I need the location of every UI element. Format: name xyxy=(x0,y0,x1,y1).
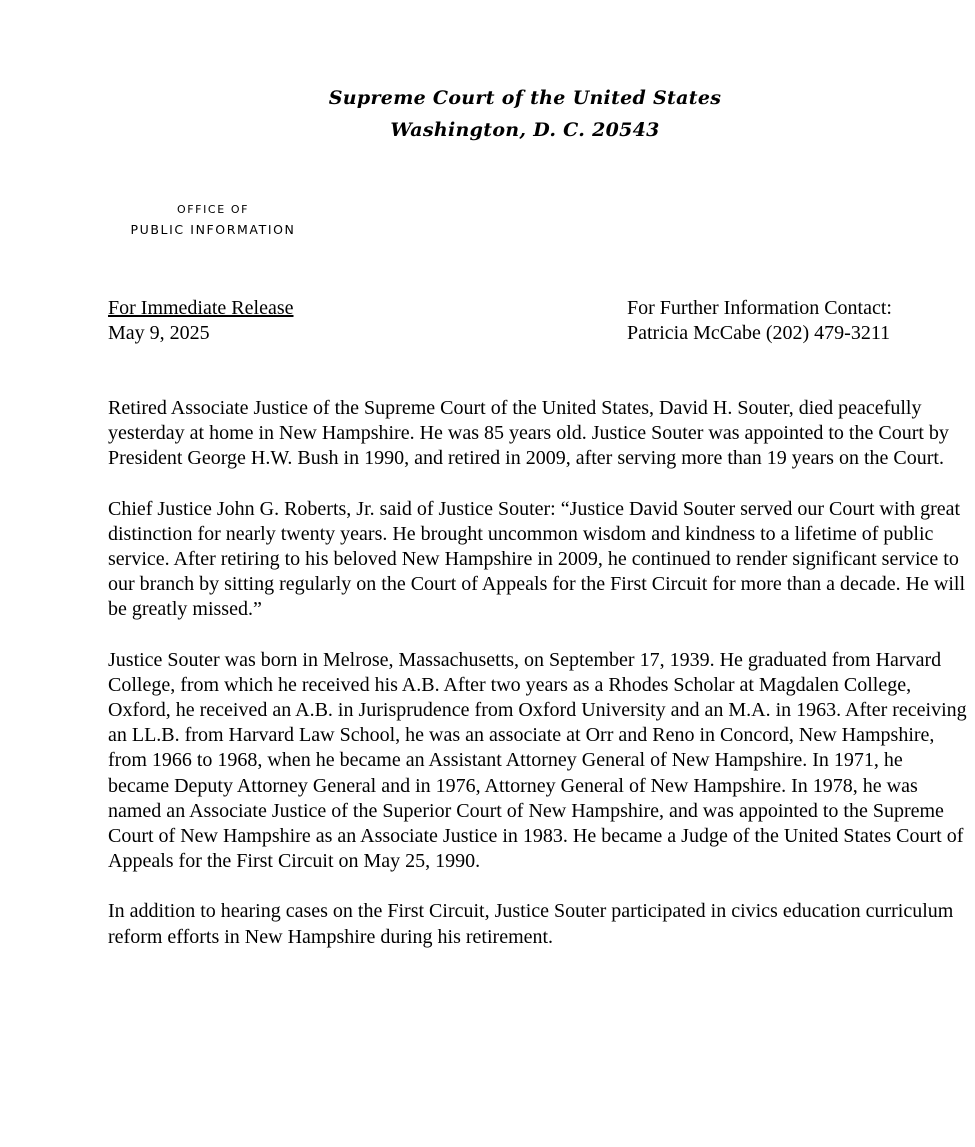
letterhead xyxy=(0,82,975,146)
release-date: May 9, 2025 xyxy=(108,322,210,344)
paragraph-chief-justice-quote: Chief Justice John G. Roberts, Jr. said of Justice Souter: “Justice David Souter served our Court with great distinction for nearly twenty years. He brought uncommon wisdom and kindness to a lifetime of public service. After retiring to his beloved New Hampshire in 2009, he continued to render significant service to our branch by sitting regularly on the Court of Appeals for the First Circuit for more than a decade. He will be greatly missed.” xyxy=(108,497,966,621)
office-label-line1: OFFICE OF xyxy=(176,203,250,216)
office-label xyxy=(108,202,318,237)
press-release-body xyxy=(108,396,968,975)
paragraph-announcement: Retired Associate Justice of the Supreme Court of the United States, David H. Souter, died peacefully yesterday at home in New Hampshire. He was 85 years old. Justice Souter was appointed to the Court by President George H.W. Bush in 1990, and retired in 2009, after serving more than 19 years on the Court. xyxy=(108,397,949,470)
release-label: For Immediate Release xyxy=(108,297,294,319)
office-label-line2: PUBLIC INFORMATION xyxy=(130,222,296,237)
letterhead-address: Washington, D. C. 20543 xyxy=(390,119,660,141)
paragraph-retirement: In addition to hearing cases on the First Circuit, Justice Souter participated in civics education curriculum reform efforts in New Hampshire during his retirement. xyxy=(108,900,954,948)
release-block xyxy=(108,296,294,346)
letterhead-court-name: Supreme Court of the United States xyxy=(328,87,722,109)
contact-block xyxy=(627,296,892,346)
contact-label: For Further Information Contact: xyxy=(627,297,892,319)
contact-name-phone: Patricia McCabe (202) 479-3211 xyxy=(627,322,891,344)
paragraph-biography: Justice Souter was born in Melrose, Massachusetts, on September 17, 1939. He graduated from Harvard College, from which he received his A.B. After two years as a Rhodes Scholar at Magdalen College, Oxford, he received an A.B. in Jurisprudence from Oxford University and an M.A. in 1963. After receiving an LL.B. from Harvard Law School, he was an associate at Orr and Reno in Concord, New Hampshire, from 1966 to 1968, when he became an Assistant Attorney General of New Hampshire. In 1971, he became Deputy Attorney General and in 1976, Attorney General of New Hampshire. In 1978, he was named an Associate Justice of the Superior Court of New Hampshire, and was appointed to the Supreme Court of New Hampshire as an Associate Justice in 1983. He became a Judge of the United States Court of Appeals for the First Circuit on May 25, 1990. xyxy=(108,648,967,873)
